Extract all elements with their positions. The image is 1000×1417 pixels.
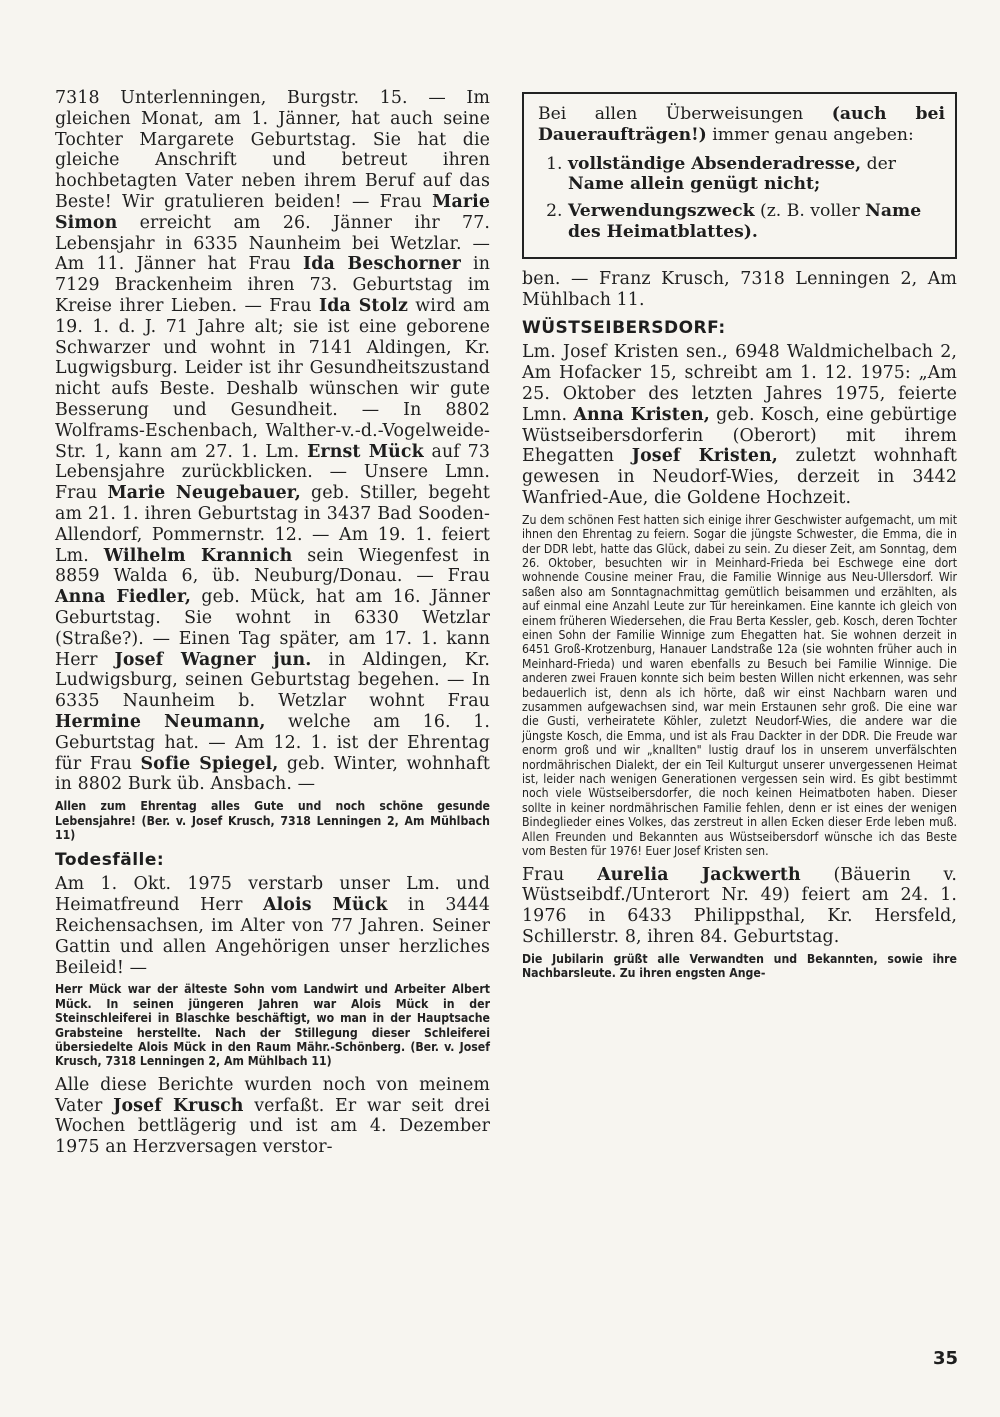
text-run: verfaßt. Er war seit drei Wochen bettlägerig und ist am 4. Dezember 1975 an Herzversagen verstor-	[55, 1095, 491, 1158]
name-wilhelm-krannich: Wilhelm Krannich	[103, 545, 293, 566]
birthday-paragraph	[55, 88, 490, 795]
text-run: 7318 Unterlenningen, Burgstr. 15. — Im gleichen Monat, am 1. Jänner, hat auch seine Tochter Margarete Geburtstag. Sie hat die gleiche Anschrift und betreut ihren hochbetagten Vater neben ihrem Beruf auf das Beste! Wir gratulieren beiden! — Frau	[55, 88, 490, 212]
transfer-notice-item	[568, 201, 945, 243]
section-heading-wuestseibersdorf: WÜSTSEIBERSDORF:	[522, 318, 726, 339]
name-ida-beschorner: Ida Beschorner	[302, 254, 461, 275]
text-run: wird am 19. 1. d. J. 71 Jahre alt; sie ist eine geborene Schwarzer und wohnt in 7141 Aldingen, Kr. Lugwigsburg. Leider ist ihr Gesundheitszustand nicht aufs Beste. Deshalb wünschen wir gute Besserung und Gesundheit. — In 8802 Wolframs-Eschenbach, Walther-v.-d.-Vogelweide-Str. 1, kann am 27. 1. Lm.	[55, 295, 490, 462]
text-run: geb. Mück, hat am 16. Jänner Geburtstag. Sie wohnt in 6330 Wetzlar (Straße?). — Einen Tag später, am 17. 1. kann Herr	[55, 587, 491, 670]
text-run-bold: Verwendungszweck	[568, 201, 755, 222]
jackwerth-note: Die Jubilarin grüßt alle Verwandten und Bekannten, sowie ihre Nachbarsleute. Zu ihren engsten Ange-	[522, 951, 957, 981]
transfer-notice-box	[522, 92, 957, 259]
text-run: in Aldingen, Kr. Ludwigsburg, seinen Geburtstag begehen. — In 6335 Naunheim b. Wetzlar wohnt Frau	[55, 649, 490, 712]
text-run: geb. Stiller, begeht am 21. 1. ihren Geburtstag in 3437 Bad Sooden-Allendorf, Pommernstr. 12. — Am 19. 1. feiert Lm.	[55, 483, 490, 566]
page-number: 35	[932, 1348, 958, 1369]
text-run: (z. B. voller	[754, 201, 866, 222]
name-anna-kristen: Anna Kristen,	[573, 404, 710, 425]
text-run: Frau	[522, 864, 598, 885]
left-column	[55, 88, 490, 1158]
name-josef-krusch: Josef Krusch	[113, 1095, 244, 1116]
name-josef-wagner: Josef Wagner jun.	[114, 649, 312, 670]
text-run: in 3444 Reichensachsen, im Alter von 77 Jahren. Seiner Gattin und allen Angehörigen unser herzliches Beileid! —	[55, 895, 490, 978]
text-run: Alle diese Berichte wurden noch von meinem Vater	[55, 1074, 490, 1116]
closing-paragraph	[55, 1075, 490, 1158]
obituary-note: Herr Mück war der älteste Sohn vom Landwirt und Arbeiter Albert Mück. In seinen jüngeren Jahren war Alois Mück in der Steinschleiferei in Blaschke beschäftigt, wo man in der Hauptsache Grabsteine herstellte. Nach der Stillegung dieser Schleiferei übersiedelte Alois Mück in den Raum Mähr.-Schönberg. (Ber. v. Josef Krusch, 7318 Lenningen 2, Am Mühlbach 11)	[55, 982, 490, 1069]
text-run: geb. Winter, wohnhaft in 8802 Burk üb. Ansbach. —	[55, 753, 490, 795]
golden-wedding-paragraph	[522, 342, 957, 508]
name-ernst-mueck: Ernst Mück	[307, 441, 424, 462]
text-run: (Bäuerin v. Wüstseibdf./Unterort Nr. 49) feiert am 24. 1. 1976 in 6433 Philippsthal, Kr. Hersfeld, Schillerstr. 8, ihren 84. Geburtstag.	[522, 864, 958, 947]
name-marie-simon: Marie Simon	[55, 191, 490, 233]
text-run-bold: Name des Heimatblattes).	[568, 201, 922, 242]
name-sofie-spiegel: Sofie Spiegel,	[140, 753, 279, 774]
obituary-paragraph	[55, 874, 490, 978]
section-heading-todesfaelle: Todesfälle:	[55, 850, 165, 871]
text-run: zuletzt wohnhaft gewesen in Neudorf-Wies, derzeit in 3442 Wanfried-Aue, die Goldene Hochzeit.	[522, 446, 958, 508]
text-run: in 7129 Brackenheim ihren 73. Geburtstag im Kreise ihrer Lieben. — Frau	[55, 254, 491, 316]
letter-note: Zu dem schönen Fest hatten sich einige ihrer Geschwister aufgemacht, um mit ihnen den Ehrentag zu feiern. Sogar die jüngste Schwester, die Emma, die in der DDR lebt, hatte das Glück, dabei zu sein. Zu dieser Zeit, am Sonntag, dem 26. Oktober, besuchten wir in Meinhard-Frieda bei Eschwege eine dort wohnende Cousine meiner Frau, die Familie Winnige aus Neu-Ullersdorf. Wir saßen also am Sonntagnachmittag gemütlich beisammen und erzählten, als auf einmal eine Anzahl Leute zur Tür hereinkamen. Eine kannte ich gleich von einem früheren Wiedersehen, die Frau Berta Kessler, geb. Kosch, deren Tochter einen Sohn der Familie Winnige zum Ehegatten hat. Sie wohnen derzeit in 6451 Groß-Krotzenburg, Hanauer Landstraße 12a (sie wohnten früher auch in Meinhard-Frieda) und waren ebenfalls zu Besuch bei Familie Winnige. Die anderen zwei Frauen konnte sich beim besten Willen nicht erkennen, was sehr bedauerlich ist, denn als ich hörte, daß wir einst Nachbarn waren und zusammen aufgewachsen sind, war mein Erstaunen sehr groß. Die eine war die Gusti, verheiratete Köhler, zuletzt Neudorf-Wies, die andere war die jüngste Kosch, die Emma, und ist als Frau Dackter in der DDR. Die Freude war enorm groß und wir „knallten" lustig drauf los in unserem unverfälschten nordmährischen Dialekt, der ein Teil Kulturgut unserer unvergessenen Heimat ist, leider nach wenigen Generationen vergessen sein wird. Es gibt bestimmt noch viele Wüstseibersdorfer, die noch keinen Heimatboten haben. Dieser sollte in keiner nordmährischen Familie fehlen, denn er ist eines der wenigen Bindeglieder eines Volkes, das zerstreut in allen Ecken dieser Erde leben muß. Allen Freunden und Bekannten aus Wüstseibersdorf wünsche ich das Beste vom Besten für 1976! Euer Josef Kristen sen.	[522, 512, 957, 859]
jackwerth-paragraph	[522, 865, 957, 948]
text-run: der	[861, 153, 896, 174]
name-marie-neugebauer: Marie Neugebauer,	[107, 483, 301, 504]
text-run: geb. Kosch, eine gebürtige Wüstseibersdorferin (Oberort) mit ihrem Ehegatten	[522, 404, 957, 467]
text-run-bold: vollständige Absenderadresse,	[568, 153, 862, 174]
name-hermine-neumann: Hermine Neumann,	[55, 711, 266, 732]
birthday-note: Allen zum Ehrentag alles Gute und noch schöne gesunde Lebensjahre! (Ber. v. Josef Krusch, 7318 Lenningen 2, Am Mühlbach 11)	[55, 799, 490, 842]
text-run: welche am 16. 1. Geburtstag hat. — Am 12. 1. ist der Ehrentag für Frau	[55, 711, 490, 774]
right-column	[522, 88, 957, 987]
name-ida-stolz: Ida Stolz	[319, 295, 408, 316]
transfer-notice-intro	[538, 104, 945, 146]
transfer-notice-item	[568, 154, 945, 196]
text-run: Bei allen Überweisungen	[538, 104, 832, 124]
transfer-notice-list	[538, 154, 945, 243]
text-run: Am 1. Okt. 1975 verstarb unser Lm. und Heimatfreund Herr	[55, 874, 490, 916]
text-run: sein Wiegenfest in 8859 Walda 6, üb. Neuburg/Donau. — Frau	[55, 545, 490, 587]
text-run: Lm. Josef Kristen sen., 6948 Waldmichelbach 2, Am Hofacker 15, schreibt am 1. 12. 1975: „Am 25. Oktober des letzten Jahres 1975, feierte Lmn.	[522, 342, 957, 425]
text-run: auf 73 Lebensjahre zurückblicken. — Unsere Lmn. Frau	[55, 441, 490, 504]
continuation-paragraph: ben. — Franz Krusch, 7318 Lenningen 2, Am Mühlbach 11.	[522, 268, 957, 310]
text-run-bold: (auch bei Daueraufträgen!)	[538, 104, 945, 145]
name-aurelia-jackwerth: Aurelia Jackwerth	[597, 864, 801, 885]
text-run-bold: Name allein genügt nicht;	[568, 174, 821, 195]
text-run: immer genau angeben:	[706, 124, 914, 145]
name-anna-fiedler: Anna Fiedler,	[55, 587, 191, 608]
text-run: erreicht am 26. Jänner ihr 77. Lebensjahr in 6335 Naunheim bei Wetzlar. — Am 11. Jänner hat Frau	[55, 212, 490, 275]
name-josef-kristen: Josef Kristen,	[631, 446, 778, 467]
name-alois-mueck: Alois Mück	[263, 895, 388, 916]
